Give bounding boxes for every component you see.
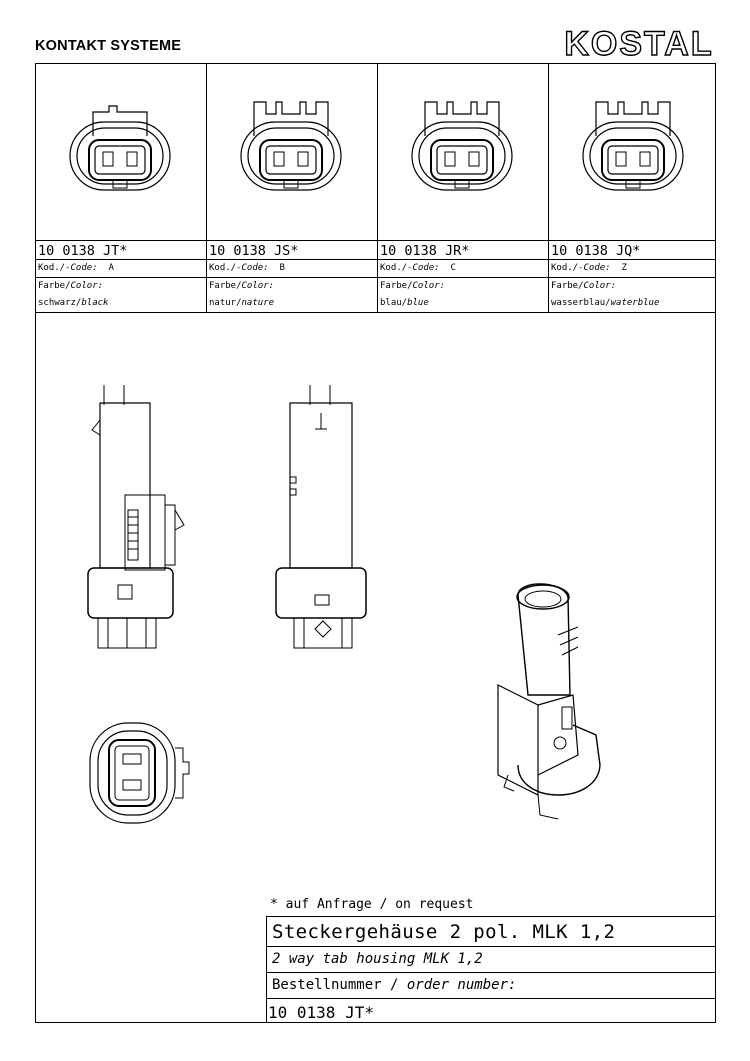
connector-front-view-z <box>578 100 688 200</box>
grid-line <box>266 998 716 999</box>
color-value: blau/blue <box>380 298 429 308</box>
grid-line <box>266 972 716 973</box>
color-value: schwarz/black <box>38 298 109 308</box>
part-number: 10 0138 JT* <box>38 243 128 259</box>
grid-line <box>377 63 378 313</box>
color-value: natur/nature <box>209 298 275 308</box>
product-title-de: Steckergehäuse 2 pol. MLK 1,2 <box>272 921 616 943</box>
connector-side-view <box>80 385 195 655</box>
order-number-label: Bestellnummer / order number: <box>272 977 517 993</box>
part-number: 10 0138 JS* <box>209 243 299 259</box>
grid-line <box>548 63 549 313</box>
order-number: 10 0138 JT* <box>268 1003 374 1022</box>
part-number: 10 0138 JR* <box>380 243 470 259</box>
part-number: 10 0138 JQ* <box>551 243 641 259</box>
code-row: Kod./-Code: C <box>380 263 456 273</box>
grid-line <box>35 277 716 278</box>
connector-mating-view <box>85 718 195 828</box>
color-label: Farbe/Color: <box>551 281 617 291</box>
color-label: Farbe/Color: <box>380 281 446 291</box>
grid-line <box>35 259 716 260</box>
grid-line <box>206 63 207 313</box>
grid-line <box>35 312 716 313</box>
company-name: KONTAKT SYSTEME <box>35 38 182 54</box>
color-label: Farbe/Color: <box>38 281 104 291</box>
product-title-en: 2 way tab housing MLK 1,2 <box>272 951 483 967</box>
kostal-logo <box>560 24 718 62</box>
code-row: Kod./-Code: Z <box>551 263 627 273</box>
code-row: Kod./-Code: A <box>38 263 114 273</box>
request-note: * auf Anfrage / on request <box>270 897 474 912</box>
color-label: Farbe/Color: <box>209 281 275 291</box>
connector-front-view-b <box>236 100 346 200</box>
connector-front-view-a <box>65 100 175 200</box>
connector-isometric-view <box>478 575 618 825</box>
logo-text: KOSTAL <box>564 25 714 62</box>
color-value: wasserblau/waterblue <box>551 298 660 308</box>
grid-line <box>35 240 716 241</box>
code-row: Kod./-Code: B <box>209 263 285 273</box>
connector-rear-view <box>270 385 385 655</box>
connector-front-view-c <box>407 100 517 200</box>
grid-line <box>266 946 716 947</box>
